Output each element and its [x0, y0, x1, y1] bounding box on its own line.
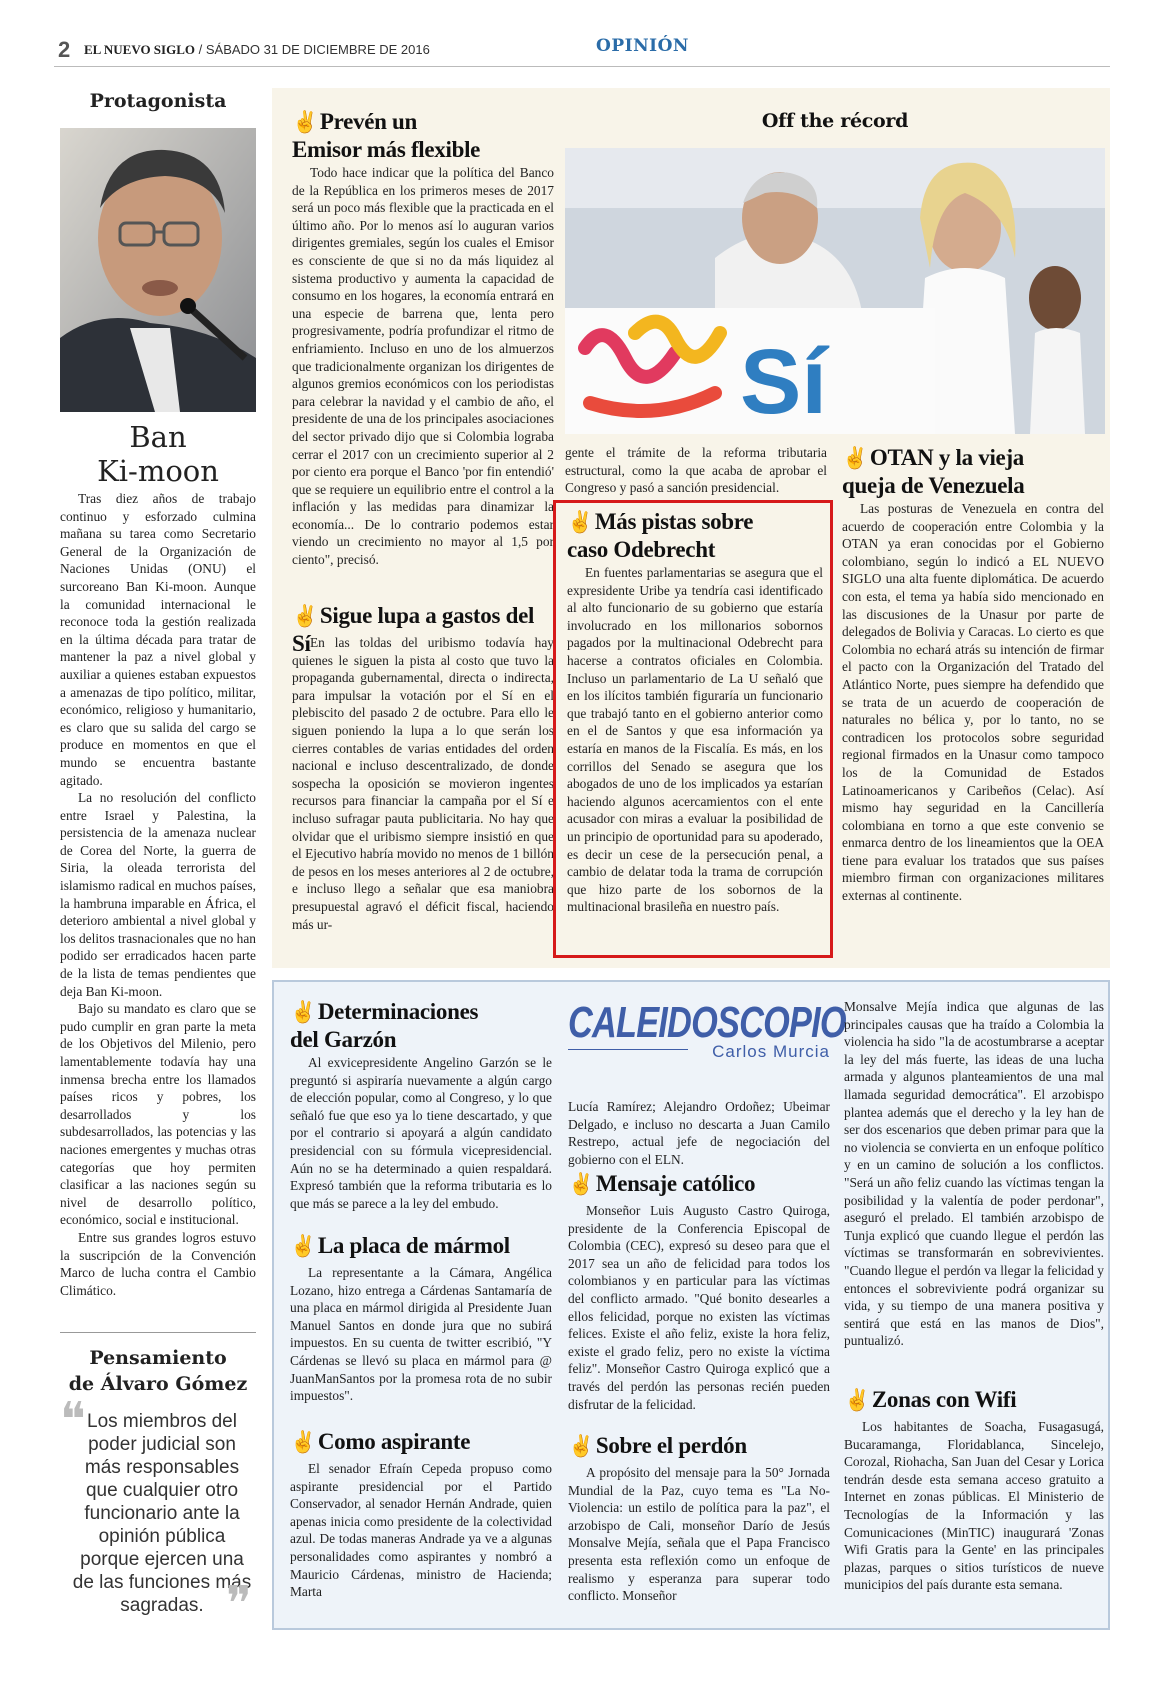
paper-name: EL NUEVO SIGLO [84, 42, 195, 57]
emisor-continuation [565, 444, 827, 497]
emisor-headline-line-1: Prevén un [319, 109, 418, 134]
pensamiento-title [58, 1345, 258, 1397]
victory-hand-icon: ✌ [292, 110, 318, 134]
protagonist-name [58, 420, 258, 488]
protagonist-paragraph: La no resolución del conflicto entre Israel y Palestina, la persistencia de la amenaza nuclear de Corea del Norte, la guerra de Siria, la oleada terrorista del islamismo radical en muchos países, la hambruna imparable en África, el deterioro ambiental a nivel global y los delitos trasnacionales que no han podido ser erradicados hacen parte de la lista de temas pendientes que deja Ban Ki-moon. [60, 790, 256, 999]
wifi-body [844, 1418, 1104, 1594]
portrait-illustration [60, 128, 256, 412]
perdon-headline [568, 1432, 830, 1460]
protagonist-paragraph: Entre sus grandes logros estuvo la suscripción de la Convención Marco de lucha contra el Cambio Climático. [60, 1229, 256, 1298]
placa-body [290, 1264, 552, 1405]
continuation-paragraph: Monsalve Mejía indica que algunas de las principales causas que ha traído a Colombia la violencia ha sido "la de acostumbrarse a aceptar la ley del más fuerte, las ideas de una lucha armada y algunos planteamientos de una mal llamada seguridad democrática". El arzobispo plantea además que el derecho y la ley han de ser dos escenarios que deben primar para que la no violencia se convierta en un enfoque político y en un camino de solución a los conflictos. "Será un año feliz cuando las víctimas tengan la posibilidad y la valentía de poder perdonar", aseguró el prelado. El también arzobispo de Tunja explicó que cuando llegue el perdón las víctimas se transformarán en sobrevivientes. "Cuando llegue el perdón va llegar la felicidad y entonces el sobreviviente podrá organizar su vida, y su tiempo de una manera positiva y sentirá que está en las manos de Dios", puntualizó. [844, 999, 1104, 1349]
otan-paragraph: Las posturas de Venezuela en contra del acuerdo de cooperación entre Colombia y la OTAN ya eran conocidas por el Gobierno colombiano, según lo indicó a EL NUEVO SIGLO una alta fuente diplomática. De acuerdo con esta, el tema ya había sido mencionado en las discusiones de la Unasur por parte de delegados de Bolivia y Caracas. Lo cierto es que Colombia no echará atrás su intención de firmar el pacto con la Organización del Tratado del Atlántico Norte, pues siempre ha defendido que se trata de un acuerdo de cooperación de naturales no bélica y, por lo tanto, no se contradicen los protocolos sobre seguridad regional firmados en la Unasur como tampoco los de la Comunidad de Estados Latinoamericanos y Caribeños (Celac). Así mismo hay seguridad en la Cancillería colombiana en torno a que este convenio se enmarca dentro de los lineamientos que la OEA tiene para evaluar los tratados que sus países miembro firman con organizaciones militares externas al continente. [842, 501, 1104, 904]
event-photo-illustration [565, 148, 1105, 434]
page-number: 2 [58, 37, 71, 62]
victory-hand-icon: ✌ [290, 1000, 316, 1024]
emisor-paragraph: Todo hace indicar que la política del Banco de la República en los primeros meses de 2017 será un poco más flexible que la practicada en el último año. Por lo menos así lo auguran varios dirigentes gremiales, según los cuales el Emisor es consciente de que si no da más liquidez al sistema productivo y aumenta la capacidad de consumo en los hogares, la economía entrará en una especie de barrena que, lenta pero progresivamente, podría profundizar el ritmo de enfriamiento. Incluso en uno de los almuerzos que tradicionalmente organizan los dirigentes de algunos gremios económicos con los periodistas para celebrar la navidad y el cambio de año, el presidente de una de los principales asociaciones del sector privado dijo que si Colombia lograba cerrar el 2017 con un crecimiento superior al 2 por ciento era porque el Banco 'por fin entendió' que se requiere un equilibrio entre el control a la inflación y las medidas para dinamizar la economía... De lo contrario podemos estar viendo un crecimiento no mayor al 1,5 por ciento", precisó. [292, 165, 554, 568]
catolico-body [568, 1202, 830, 1413]
lupa-body [292, 634, 554, 933]
garzon-headline-line-2: del Garzón [290, 1027, 397, 1052]
odebrecht-paragraph: En fuentes parlamentarias se asegura que el expresidente Uribe ya tendría casi identificado al alto funcionario de su gobierno que estaría involucrado en los millonarios sobornos pagados por la multinacional Odebrecht para hacerse a contratos oficiales en Colombia. Incluso un parlamentario de La U señaló que en los ilícitos también figuraría un funcionario que trabajó tanto en el gobierno anterior como en el de Santos y que esa información ya estaría en manos de la Fiscalía. Es más, en los corrillos del Senado se asegura que los abogados de uno de los implicados ya estarían haciendo algunos acercamientos con el ente acusador con miras a evaluar la posibilidad de un principio de oportunidad para su apoderado, es decir un cese de la persecución penal, a cambio de delatar toda la trama de corrupción que hizo parte de los sobornos de la multinacional brasileña en nuestro país. [567, 565, 823, 915]
column-author: Carlos Murcia [712, 1042, 830, 1061]
banner-si-text: Sí [740, 331, 827, 433]
odebrecht-body [567, 564, 823, 916]
wifi-headline-text: Zonas con Wifi [871, 1387, 1017, 1412]
aspirante-body [290, 1460, 552, 1601]
garzon-body [290, 1054, 552, 1212]
otan-headline-line-1: OTAN y la vieja [869, 445, 1025, 470]
victory-hand-icon: ✌ [842, 446, 868, 470]
victory-hand-icon: ✌ [290, 1430, 316, 1454]
perdon-body [568, 1464, 830, 1605]
aspirante-continuation [568, 1098, 830, 1168]
emisor-headline [292, 108, 554, 163]
wifi-paragraph: Los habitantes de Soacha, Fusagasugá, Bucaramanga, Floridablanca, Sincelejo, Corozal, Riohacha, San Juan del Cesar y Lorica tendrán desde esta semana acceso gratuito a Internet en zonas públicas. El Ministerio de Tecnologías de la Información y las Comunicaciones (MinTIC) inaugurará 'Zonas Wifi Gratis para la Gente' en las principales plazas, parques o sitios turísticos de nueve municipios del país durante esta semana. [844, 1419, 1104, 1593]
victory-hand-icon: ✌ [568, 1434, 594, 1458]
placa-headline [290, 1232, 552, 1260]
pensamiento-title-line-2: de Álvaro Gómez [68, 1373, 248, 1395]
off-the-record-title: Off the récord [761, 110, 909, 132]
odebrecht-headline-line-2: caso Odebrecht [567, 537, 716, 562]
ban-ki-moon-photo [60, 128, 256, 412]
santos-event-photo [565, 148, 1105, 434]
name-line-2: Ki-moon [97, 454, 219, 488]
odebrecht-headline [567, 508, 823, 563]
close-quote-icon: ❞ [226, 1576, 252, 1632]
aspirante-headline-text: Como aspirante [317, 1429, 471, 1454]
section-title: OPINIÓN [596, 36, 689, 56]
lupa-paragraph: En las toldas del uribismo todavía hay quienes le siguen la pista al costo que tuvo la propaganda gubernamental, directa o indirecta, para impulsar la votación por el Sí en el plebiscito del pasado 2 de octubre. Para ello le siguen poniendo la lupa a lo que serán los cierres contables de varias entidades del orden nacional e incluso descentralizado, de donde sospecha la oposición se movieron ingentes recursos para financiar la campaña por el Sí e incluso sufragar pauta publicitaria. No hay que olvidar que el uribismo siempre insistió en que el Ejecutivo habría movido no menos de 1 billón de pesos en los meses anteriores al 2 de octubre, e incluso llego a señalar que esa maniobra presupuestal agravó el déficit fiscal, haciendo más ur- [292, 635, 554, 932]
continuation-paragraph: gente el trámite de la reforma tributaria estructural, como la que acaba de aprobar el Congreso y pasó a sanción presidencial. [565, 445, 827, 496]
pensamiento-title-line-1: Pensamiento [89, 1347, 227, 1369]
lupa-headline-text: Sigue lupa a gastos del Sí [292, 603, 535, 656]
garzon-headline [290, 998, 552, 1053]
aspirante-paragraph: El senador Efraín Cepeda propuso como aspirante presidencial por el Partido Conservador, al senador Hernán Andrade, quien apenas inicia como presidente de la colectividad azul. De todas maneras Andrade ya ve a algunas personalidades como aspirantes y nombró a Mauricio Cárdenas, ministro de Hacienda; Marta [290, 1461, 552, 1600]
emisor-headline-line-2: Emisor más flexible [292, 137, 481, 162]
header-rule [54, 66, 1110, 67]
otan-body [842, 500, 1104, 905]
open-quote-icon: ❝ [60, 1392, 86, 1448]
pensamiento-quote: Los miembros del poder judicial son más responsables que cualquier otro funcionario ante la opinión pública porque ejercen una de las funciones más sagradas. [72, 1411, 252, 1616]
protagonista-title: Protagonista [89, 90, 227, 112]
continuation-paragraph: Lucía Ramírez; Alejandro Ordoñez; Ubeimar Delgado, e incluso no descarta a Juan Camilo Restrepo, actual jefe de negociación del gobierno con el ELN. [568, 1099, 830, 1167]
aspirante-headline [290, 1428, 552, 1456]
victory-hand-icon: ✌ [567, 510, 593, 534]
victory-hand-icon: ✌ [568, 1172, 594, 1196]
protagonist-article [60, 490, 256, 1299]
catolico-headline-text: Mensaje católico [595, 1171, 756, 1196]
perdon-headline-text: Sobre el perdón [595, 1433, 747, 1458]
emisor-body [292, 164, 554, 569]
name-line-1: Ban [129, 420, 187, 454]
sidebar-divider [60, 1332, 256, 1333]
garzon-paragraph: Al exvicepresidente Angelino Garzón se le preguntó si aspiraría nuevamente a algún cargo de elección popular, como al Congreso, y lo que señaló fue que eso ya lo tiene descartado, y que por el contrario si apoyará a algún candidato presidencial con su fórmula vicepresidencial. Aún no se ha determinado a quien respaldará. Expresó también que la reforma tributaria es lo que más se parece a la ley del embudo. [290, 1055, 552, 1211]
protagonist-paragraph: Tras diez años de trabajo continuo y esforzado culmina mañana su tarea como Secretario General de la Organización de Naciones Unidas (ONU) el surcoreano Ban Ki-moon. Aunque la comunidad internacional le reconoce toda la gestión realizada en la última década para tratar de mantener la paz a nivel global y auxiliar a quienes estaban expuestos a amenazas de tipo político, militar, económico, religioso y humanitario, es claro que su salida del cargo se produce en momentos en que el mundo se encuentra bastante agitado. [60, 491, 256, 788]
perdon-continuation [844, 998, 1104, 1350]
garzon-headline-line-1: Determinaciones [317, 999, 479, 1024]
otan-headline-line-2: queja de Venezuela [842, 473, 1025, 498]
perdon-paragraph: A propósito del mensaje para la 50° Jornada Mundial de la Paz, cuyo tema es "La No-Violencia: un estilo de política para la paz", el arzobispo de Cali, monseñor Darío de Jesús Monsalve Mejía, señala que el Papa Francisco presenta esta reflexión como un enfoque de realismo y esperanza para superar todo conflicto. Monseñor [568, 1465, 830, 1604]
victory-hand-icon: ✌ [292, 604, 318, 628]
logo-rule [568, 1049, 688, 1050]
placa-paragraph: La representante a la Cámara, Angélica Lozano, hizo entrega a Cárdenas Santamaría de una placa en mármol dirigida al Presidente Juan Manuel Santos en donde jura que no subirá impuestos. En su cuenta de twitter escribió, "Y Cárdenas se llevó su placa en mármol para @ JuanManSantos por la promesa rota de no subir impuestos". [290, 1265, 552, 1404]
protagonist-paragraph: Bajo su mandato es claro que se pudo cumplir en gran parte la meta de los Objetivos del Milenio, pero lamentablemente todavía hay una inmensa brecha entre los llamados países ricos y pobres, los desarrollados y los subdesarrollados, las potencias y las naciones emergentes y muchas otras categorías que hoy permiten clasificar a las naciones según su nivel de desarrollo político, económico, social e institucional. [60, 1001, 256, 1228]
otan-headline [842, 444, 1104, 499]
catolico-paragraph: Monseñor Luis Augusto Castro Quiroga, presidente de la Conferencia Episcopal de Colombia (CEC), expresó su deseo para que el 2017 sea un año de felicidad para todos los colombianos y en particular para las víctimas del conflicto armado. "Qué bonito desearles a ellos felicidad, porque no existen las víctimas felices. Existe el año feliz, existe la hora feliz, existe el grado feliz, pero no existe la víctima feliz". Monseñor Castro Quiroga explicó que a través del perdón las personas recién pueden disfrutar de la felicidad. [568, 1203, 830, 1412]
caleidoscopio-logo [568, 998, 846, 1078]
catolico-headline [568, 1170, 830, 1198]
placa-headline-text: La placa de mármol [317, 1233, 510, 1258]
odebrecht-headline-line-1: Más pistas sobre [594, 509, 754, 534]
victory-hand-icon: ✌ [290, 1234, 316, 1258]
edition-date: / SÁBADO 31 DE DICIEMBRE DE 2016 [198, 42, 430, 57]
wifi-headline [844, 1386, 1104, 1414]
victory-hand-icon: ✌ [844, 1388, 870, 1412]
caleidoscopio-wordmark: CALEIDOSCOPIO [568, 998, 846, 1047]
